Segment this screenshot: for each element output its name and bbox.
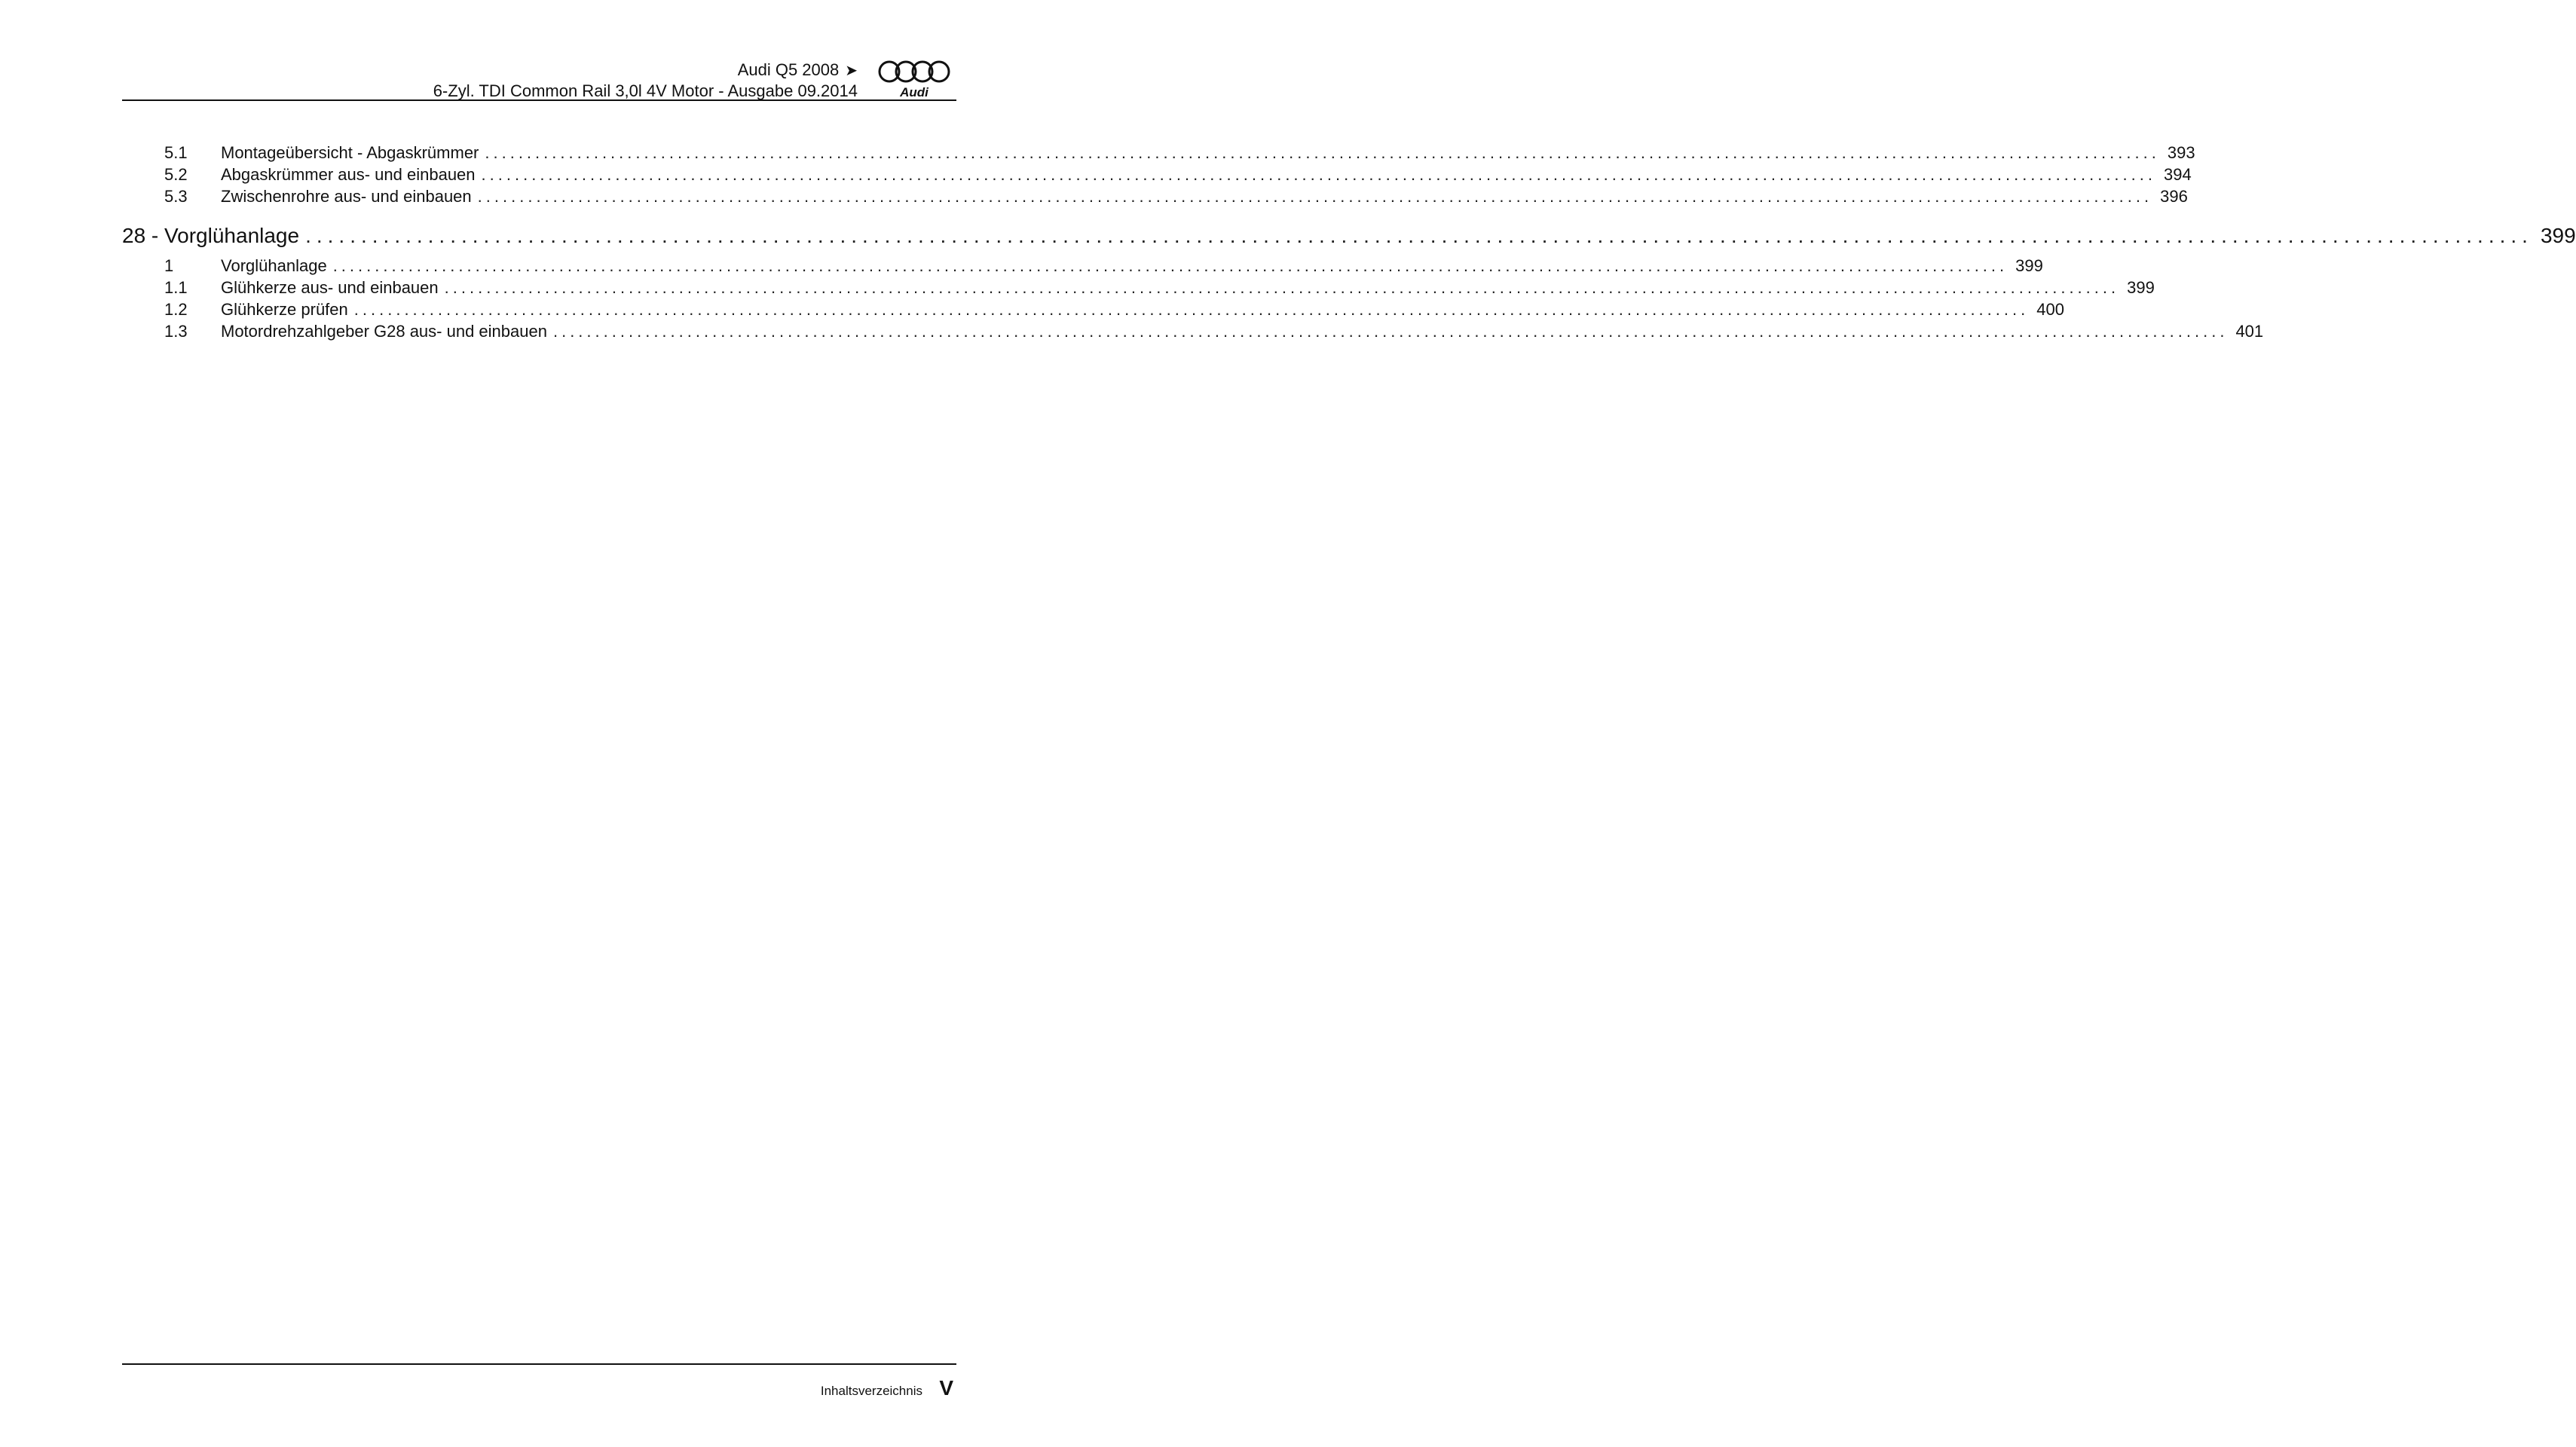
toc-entry-number: 1 bbox=[164, 256, 174, 275]
footer-rule bbox=[122, 1363, 956, 1365]
dot-leader: ........................................................................................................................................................................................................ bbox=[444, 278, 2120, 297]
audi-logo bbox=[874, 59, 954, 101]
toc-entry-number: 5.1 bbox=[164, 143, 188, 162]
toc-entry-number: 5.3 bbox=[164, 187, 188, 206]
dot-leader: ........................................................................................................................................................................................................ bbox=[481, 165, 2156, 184]
header-edition: 6-Zyl. TDI Common Rail 3,0l 4V Motor - Ausgabe 09.2014 bbox=[433, 81, 858, 100]
header-model bbox=[738, 62, 858, 78]
toc-entry-page: 399 bbox=[2015, 256, 2043, 275]
logo-wordmark: Audi bbox=[900, 85, 929, 99]
toc-entry-page: 399 bbox=[2540, 224, 2576, 247]
dot-leader: ........................................................................................................................................................................................................ bbox=[305, 224, 2533, 247]
toc-entry-page: 401 bbox=[2235, 322, 2264, 341]
toc-entry-page: 396 bbox=[2160, 187, 2188, 206]
toc-entry-page: 394 bbox=[2164, 165, 2192, 184]
dot-leader: ........................................................................................................................................................................................................ bbox=[332, 256, 2008, 275]
footer-label: Inhaltsverzeichnis bbox=[820, 1384, 922, 1398]
footer-page-number: V bbox=[939, 1376, 953, 1400]
toc-entry[interactable] bbox=[122, 187, 2188, 209]
toc-entry-page: 399 bbox=[2127, 278, 2155, 297]
dot-leader: ........................................................................................................................................................................................................ bbox=[552, 322, 2229, 341]
toc-entry-number: 1.2 bbox=[164, 300, 188, 319]
toc-entry-page: 400 bbox=[2036, 300, 2064, 319]
toc-chapter[interactable] bbox=[122, 216, 2576, 256]
toc-entry[interactable] bbox=[122, 165, 2192, 187]
toc-entry[interactable] bbox=[122, 256, 2043, 278]
toc-entry-title: Motordrehzahlgeber G28 aus- und einbauen bbox=[221, 322, 547, 341]
toc-entry-number: 5.2 bbox=[164, 165, 188, 184]
dot-leader: ........................................................................................................................................................................................................ bbox=[353, 300, 2030, 319]
toc-entry-title: Glühkerze aus- und einbauen bbox=[221, 278, 439, 297]
toc-entry-title: Abgaskrümmer aus- und einbauen bbox=[221, 165, 476, 184]
header-model-text: Audi Q5 2008 bbox=[737, 60, 840, 79]
toc-entry-title: Vorglühanlage bbox=[221, 256, 327, 275]
toc-entry-page: 393 bbox=[2167, 143, 2195, 162]
arrow-right-icon: ➤ bbox=[845, 63, 858, 79]
table-of-contents bbox=[122, 143, 2576, 344]
toc-entry-title: Glühkerze prüfen bbox=[221, 300, 348, 319]
toc-entry-title: 28 - Vorglühanlage bbox=[122, 224, 300, 247]
toc-entry-number: 1.1 bbox=[164, 278, 188, 297]
toc-entry[interactable] bbox=[122, 300, 2064, 322]
toc-entry-title: Zwischenrohre aus- und einbauen bbox=[221, 187, 472, 206]
dot-leader: ........................................................................................................................................................................................................ bbox=[485, 143, 2160, 162]
header-rule bbox=[122, 99, 956, 101]
toc-entry[interactable] bbox=[122, 322, 2264, 344]
toc-entry-title: Montageübersicht - Abgaskrümmer bbox=[221, 143, 479, 162]
toc-entry-number: 1.3 bbox=[164, 322, 188, 341]
toc-entry[interactable] bbox=[122, 143, 2195, 165]
dot-leader: ........................................................................................................................................................................................................ bbox=[477, 187, 2153, 206]
toc-entry[interactable] bbox=[122, 278, 2155, 300]
